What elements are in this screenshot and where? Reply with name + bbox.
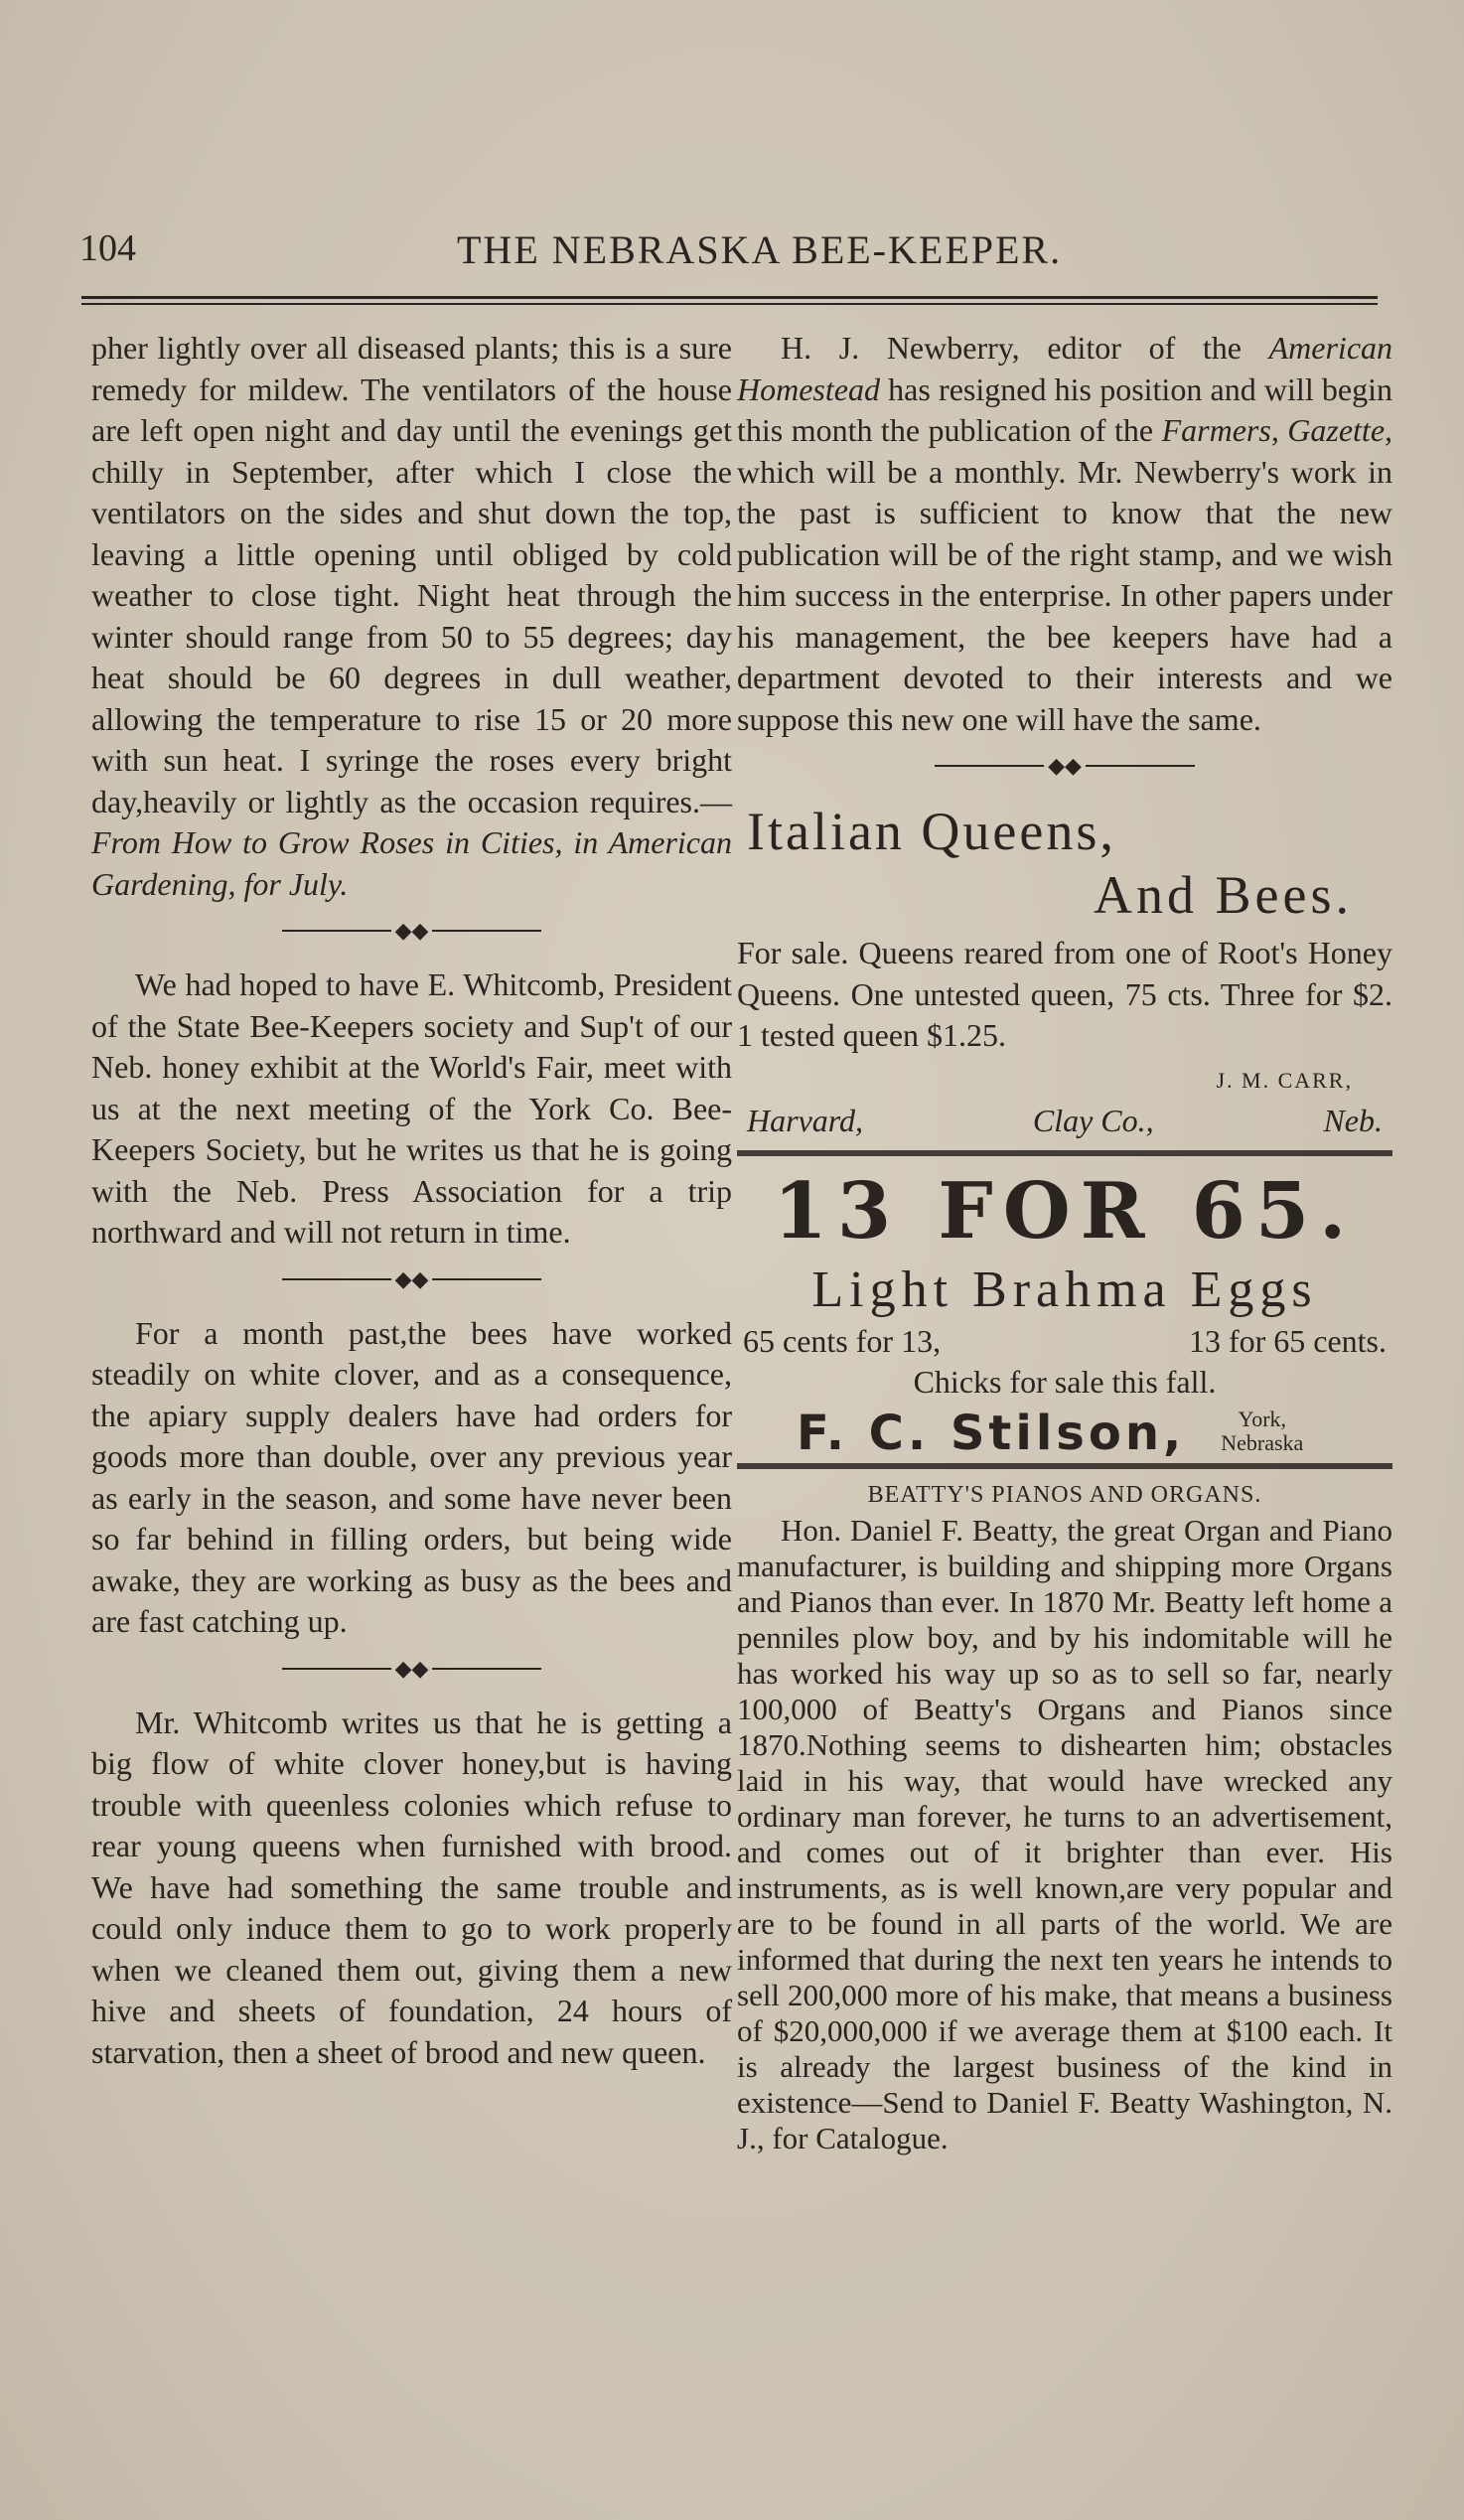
article-paragraph: We had hoped to have E. Whitcomb, President of the State Bee-Keepers society and Sup't of our Neb. honey exhibit at the World's Fair, meet with us at the next meeting of the York Co. Bee-Keepers Society, but he writes us that he is going with the Neb. Press Association for a trip northward and will not return in time.: [91, 966, 732, 1250]
ad-state: Neb.: [1323, 1103, 1383, 1138]
section-heading: BEATTY'S PIANOS AND ORGANS.: [867, 1481, 1262, 1508]
ad-town: Harvard,: [747, 1103, 864, 1138]
seller-location: [1221, 1408, 1303, 1455]
article-paragraph: Mr. Whitcomb writes us that he is getting a big flow of white clover honey,but is having trouble with queenless colonies which refuse to rear young queens when furnished with brood. We have had something the same trouble and could only induce them to go to work properly when we cleaned them out, giving them a new hive and sheets of foundation, 24 hours of starvation, then a sheet of brood and new queen.: [91, 1704, 732, 2070]
article-paragraph: For a month past,the bees have worked steadily on white clover, and as a consequence, the apiary supply dealers have had orders for goods more than double, over any previous year as early in the season, and some have never been so far behind in filling orders, but being wide awake, they are working as busy as the bees and are fast catching up.: [91, 1314, 732, 1639]
ad-seller: J. M. CARR,: [1216, 1067, 1353, 1093]
header-rule: [81, 303, 1378, 305]
ad-subtitle: And Bees.: [1094, 865, 1353, 925]
ad-county: Clay Co.,: [1032, 1103, 1154, 1138]
brahma-eggs-ad: [737, 1164, 1392, 1461]
divider-ornament: ◆◆: [91, 1260, 732, 1299]
left-column: [91, 328, 732, 2073]
article-paragraph: Hon. Daniel F. Beatty, the great Organ and Piano manufacturer, is building and shipping more Organs and Pianos than ever. In 1870 Mr. Beatty left home a penniles plow boy, and by his indomitable will he has worked his way up so as to sell so far, nearly 100,000 of Beatty's Organs and Pianos since 1870.Nothing seems to dishearten him; obstacles laid in his way, that would have wrecked any ordinary man forever, he turns to an advertisement, and comes out of it brighter than ever. His instruments, as is well known,are very popular and are to be found in all parts of the world. We are informed that during the next ten years he intends to sell 200,000 more of his make, that means a business of $20,000,000 if we average them at $100 each. It is already the largest business of the kind in existence—Send to Daniel F. Beatty Washington, N. J., for Catalogue.: [737, 1512, 1392, 2155]
article-paragraph: [737, 328, 1392, 740]
page-header: [79, 226, 1381, 286]
ad-title: Light Brahma Eggs: [811, 1260, 1318, 1318]
publication-name: Farmers, Gazette,: [1161, 412, 1393, 448]
paragraph-text: pher lightly over all diseased plants; this is a sure remedy for mildew. The ventilators of the house are left open night and day until the evenings get chilly in September, after which I close the ventilators on the sides and shut down the top, leaving a little opening until obliged by cold weather to close tight. Night heat through the winter should range from 50 to 55 degrees; day heat should be 60 degrees in dull weather, allowing the temperature to rise 15 or 20 more with sun heat. I syringe the roses every bright day,heavily or lightly as the occasion requires.—: [91, 330, 732, 819]
ad-title: Italian Queens,: [747, 802, 1116, 861]
divider-ornament: ◆◆: [737, 746, 1392, 786]
page-number: 104: [79, 227, 136, 269]
divider-ornament: ◆◆: [91, 1649, 732, 1689]
price-text: 65 cents for 13,: [743, 1322, 942, 1359]
publication-name: American Homestead: [737, 330, 1393, 407]
right-column: [737, 328, 1392, 2156]
ad-address: [737, 1101, 1392, 1142]
paragraph-text: has resigned his position and will begin this month the publication of the: [737, 371, 1392, 448]
italian-queens-ad: [737, 800, 1392, 1142]
paragraph-text: H. J. Newberry, editor of the: [781, 330, 1242, 366]
divider-ornament: ◆◆: [91, 911, 732, 951]
page-title: THE NEBRASKA BEE-KEEPER.: [457, 227, 1063, 272]
ad-separator: [737, 1150, 1392, 1156]
location-line: Nebraska: [1221, 1429, 1304, 1455]
ad-headline: 13 FOR 65.: [773, 1165, 1357, 1257]
ad-prices: [737, 1321, 1392, 1363]
location-line: York,: [1238, 1406, 1287, 1431]
paragraph-text: which will be a monthly. Mr. Newberry's work in the past is sufficient to know that the new publication will be of the right stamp, and we wish him success in the enterprise. In other papers under his management, the bee keepers have had a department devoted to their interests and we suppose this new one will have the same.: [737, 453, 1392, 737]
ad-separator: [737, 1463, 1392, 1469]
ad-text: For sale. Queens reared from one of Root's Honey Queens. One untested queen, 75 cts. Three for $2. 1 tested queen $1.25.: [737, 935, 1392, 1053]
price-text: 13 for 65 cents.: [1188, 1322, 1387, 1359]
ad-note: Chicks for sale this fall.: [913, 1364, 1217, 1400]
seller-name: F. C. Stilson,: [797, 1406, 1186, 1461]
ad-seller: [737, 1406, 1392, 1461]
article-paragraph: [91, 328, 732, 905]
header-rule: [81, 296, 1378, 299]
citation: From How to Grow Roses in Cities, in American Gardening, for July.: [91, 824, 732, 902]
